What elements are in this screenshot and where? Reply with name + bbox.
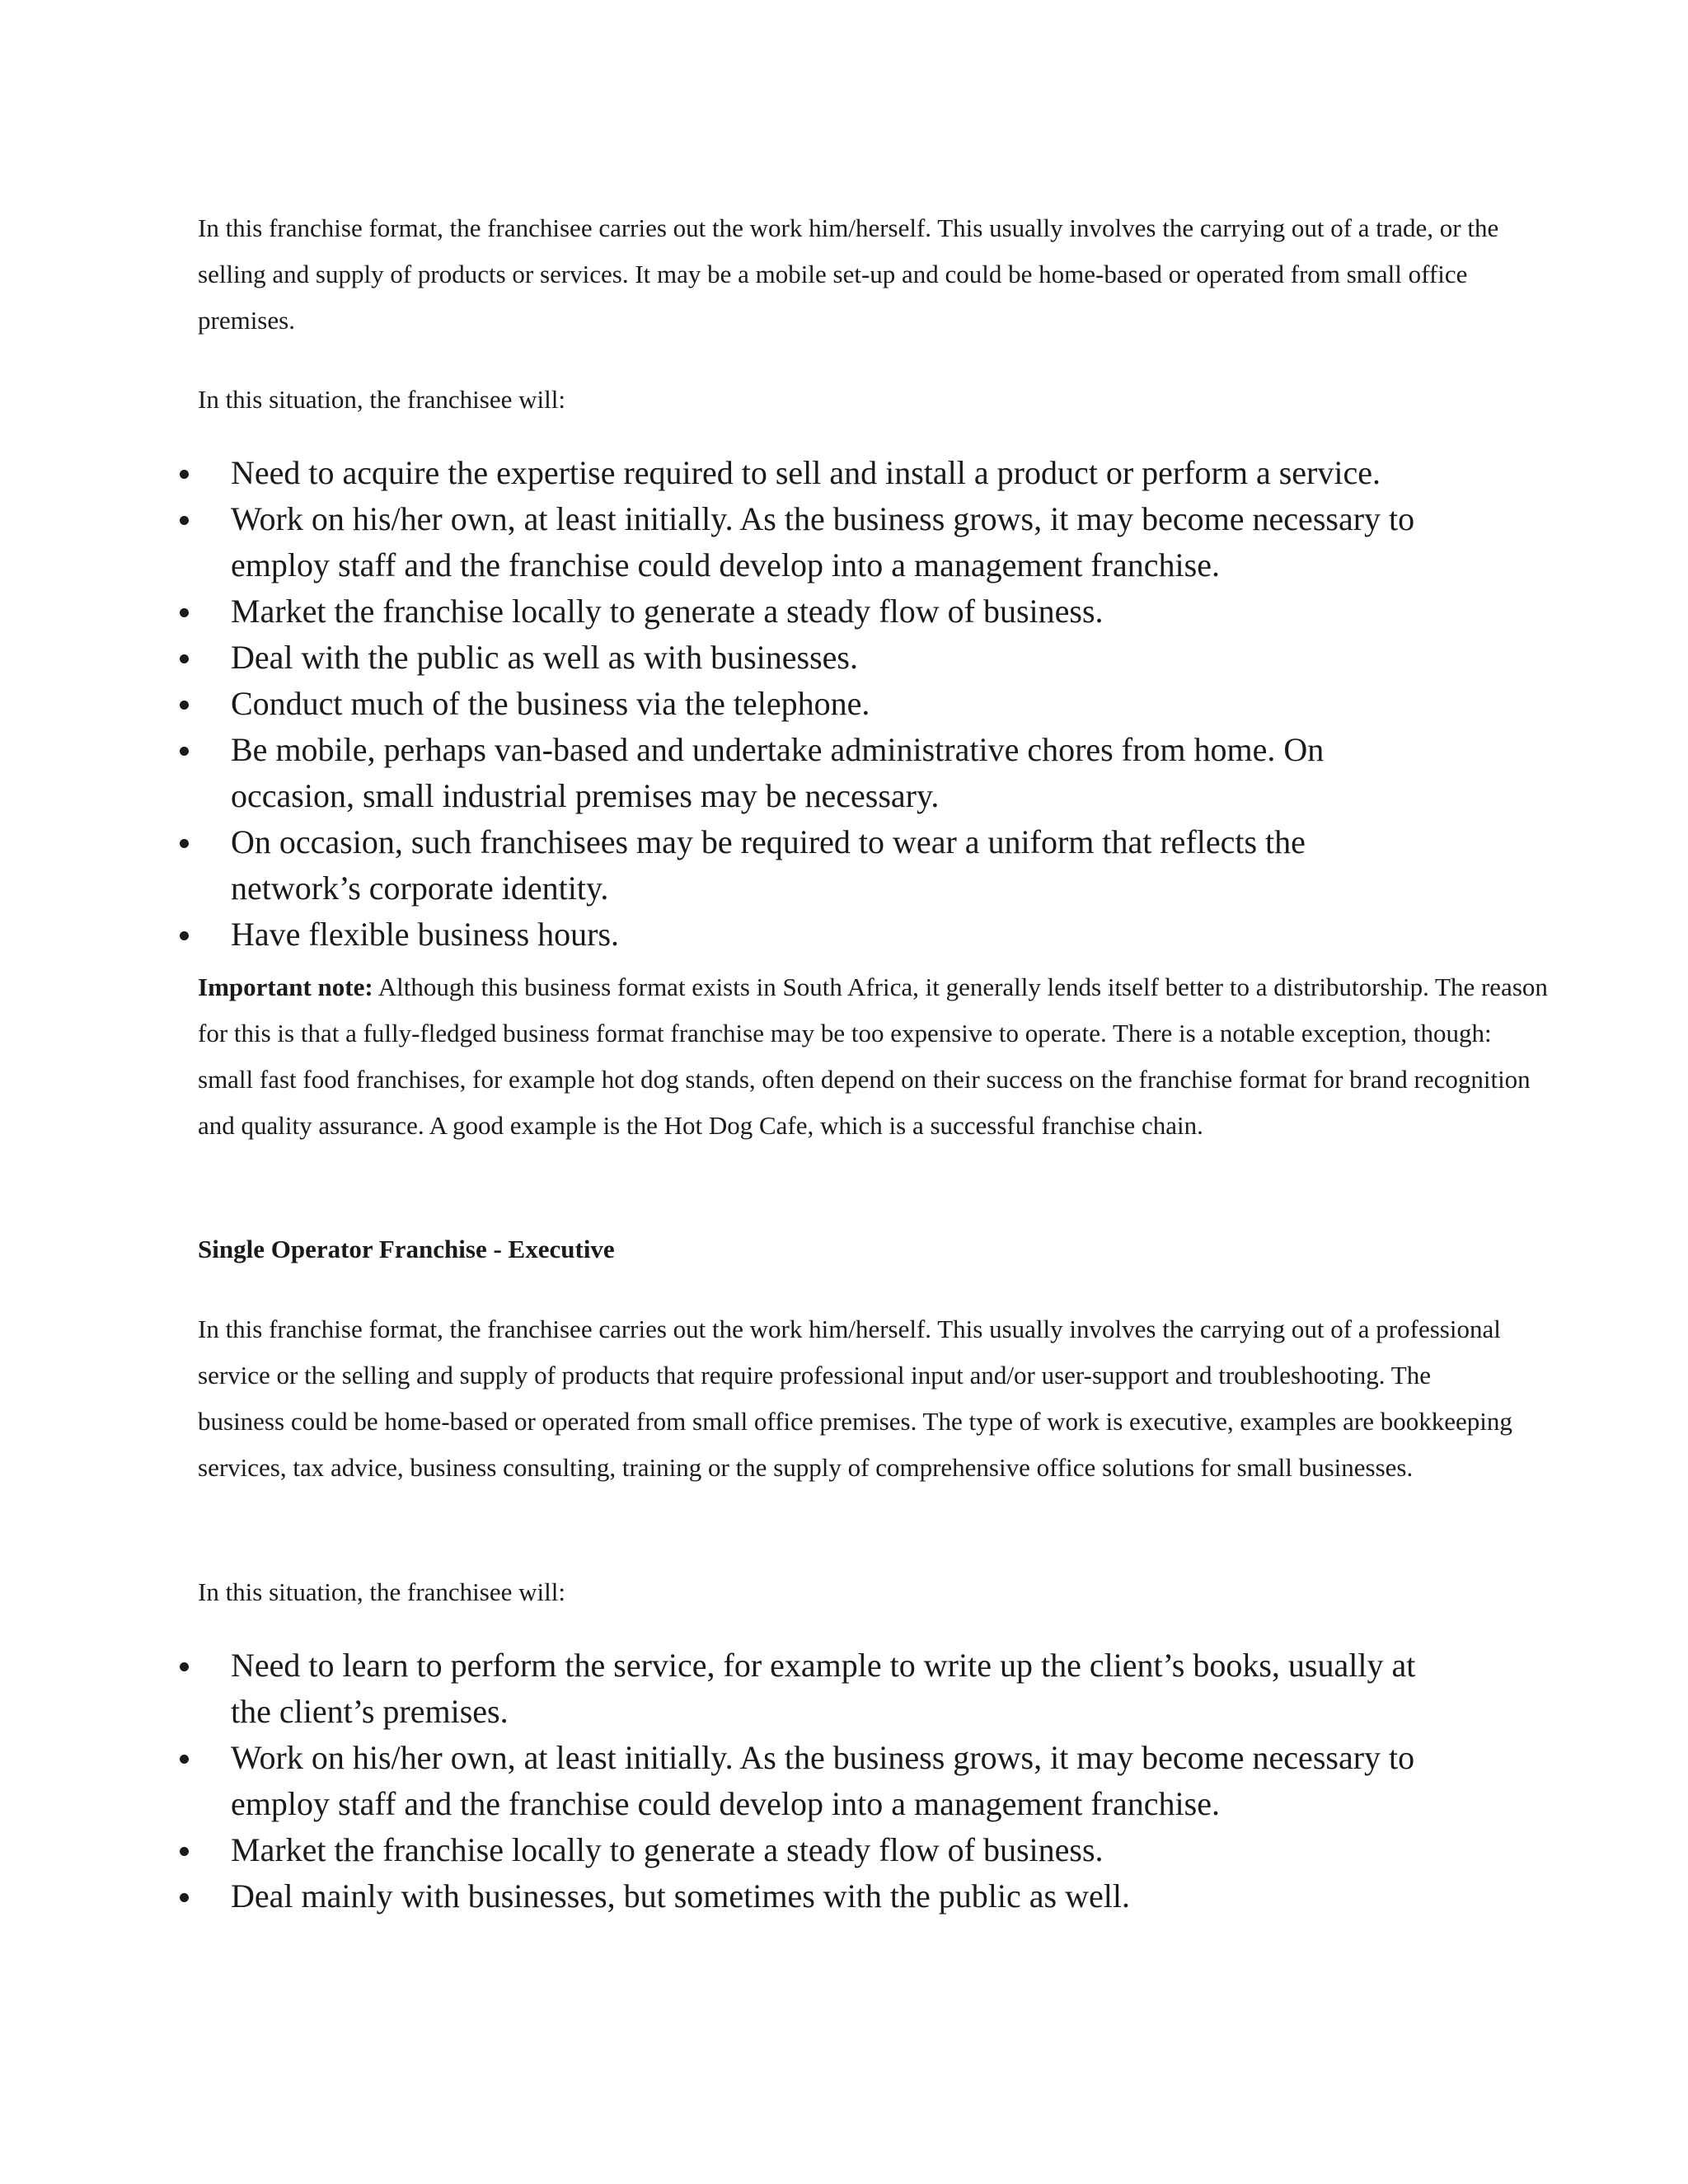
list-item-text: Need to acquire the expertise required to sell and install a product or perform a service.	[231, 454, 1381, 491]
list-item	[0, 681, 1434, 727]
executive-lead-in-text: In this situation, the franchisee will:	[198, 1577, 565, 1606]
list-item	[0, 1735, 1434, 1827]
franchisee-duties-list	[0, 450, 1688, 958]
list-item-text: On occasion, such franchisees may be required to wear a uniform that reflects the network’s corporate identity.	[231, 823, 1306, 907]
bullet-icon	[180, 470, 189, 479]
list-item-text: Conduct much of the business via the telephone.	[231, 685, 870, 722]
bullet-icon	[180, 1755, 189, 1764]
bullet-icon	[180, 1662, 189, 1671]
list-item-text: Deal with the public as well as with businesses.	[231, 639, 858, 676]
list-item	[0, 912, 1434, 958]
bullet-icon	[180, 1847, 189, 1856]
executive-duties-list	[0, 1643, 1688, 1919]
section-heading: Single Operator Franchise - Executive	[198, 1235, 615, 1263]
list-item-text: Deal mainly with businesses, but sometimes with the public as well.	[231, 1877, 1130, 1915]
list-item	[0, 450, 1434, 496]
list-item	[0, 1873, 1434, 1919]
list-item	[0, 727, 1434, 819]
list-item-text: Work on his/her own, at least initially. As the business grows, it may become necessary to employ staff and the franchise could develop into a management franchise.	[231, 500, 1415, 583]
intro-paragraph: In this franchise format, the franchisee carries out the work him/herself. This usually involves the carrying out of a trade, or the selling and supply of products or services. It may be a mobile set-up and could be home-based or operated from small office premises.	[198, 213, 1499, 335]
list-item	[0, 588, 1434, 635]
list-item-text: Have flexible business hours.	[231, 916, 620, 953]
executive-intro-paragraph: In this franchise format, the franchisee carries out the work him/herself. This usually involves the carrying out of a professional service or the selling and supply of products that require professional input and/or user-support and troubleshooting. The business could be home-based or operated from small office premises. The type of work is executive, examples are bookkeeping services, tax advice, business consulting, training or the supply of comprehensive office solutions for small businesses.	[198, 1315, 1512, 1482]
bullet-icon	[180, 516, 189, 525]
bullet-icon	[180, 701, 189, 710]
list-item	[0, 1827, 1434, 1873]
bullet-icon	[180, 931, 189, 940]
important-note-text: Although this business format exists in South Africa, it generally lends itself better to a distributorship. The reason for this is that a fully-fledged business format franchise may be too expensive to operate. There is a notable exception, though: small fast food franchises, for example hot dog stands, often depend on their success on the franchise format for brand recognition and quality assurance. A good example is the Hot Dog Cafe, which is a successful franchise chain.	[198, 972, 1548, 1140]
bullet-icon	[180, 747, 189, 756]
list-item-text: Work on his/her own, at least initially. As the business grows, it may become necessary to employ staff and the franchise could develop into a management franchise.	[231, 1739, 1415, 1822]
list-item-text: Need to learn to perform the service, for example to write up the client’s books, usually at the client’s premises.	[231, 1647, 1416, 1730]
bullet-icon	[180, 1893, 189, 1902]
list-item	[0, 635, 1434, 681]
list-item	[0, 819, 1434, 912]
lead-in-text: In this situation, the franchisee will:	[198, 385, 565, 414]
bullet-icon	[180, 839, 189, 848]
important-note-paragraph	[198, 964, 1550, 1149]
list-item-text: Be mobile, perhaps van-based and undertake administrative chores from home. On occasion, small industrial premises may be necessary.	[231, 731, 1325, 814]
list-item-text: Market the franchise locally to generate a steady flow of business.	[231, 1831, 1104, 1868]
list-item-text: Market the franchise locally to generate a steady flow of business.	[231, 593, 1104, 630]
list-item	[0, 1643, 1434, 1735]
important-note-label: Important note:	[198, 972, 373, 1001]
list-item	[0, 496, 1434, 588]
bullet-icon	[180, 608, 189, 617]
bullet-icon	[180, 654, 189, 663]
